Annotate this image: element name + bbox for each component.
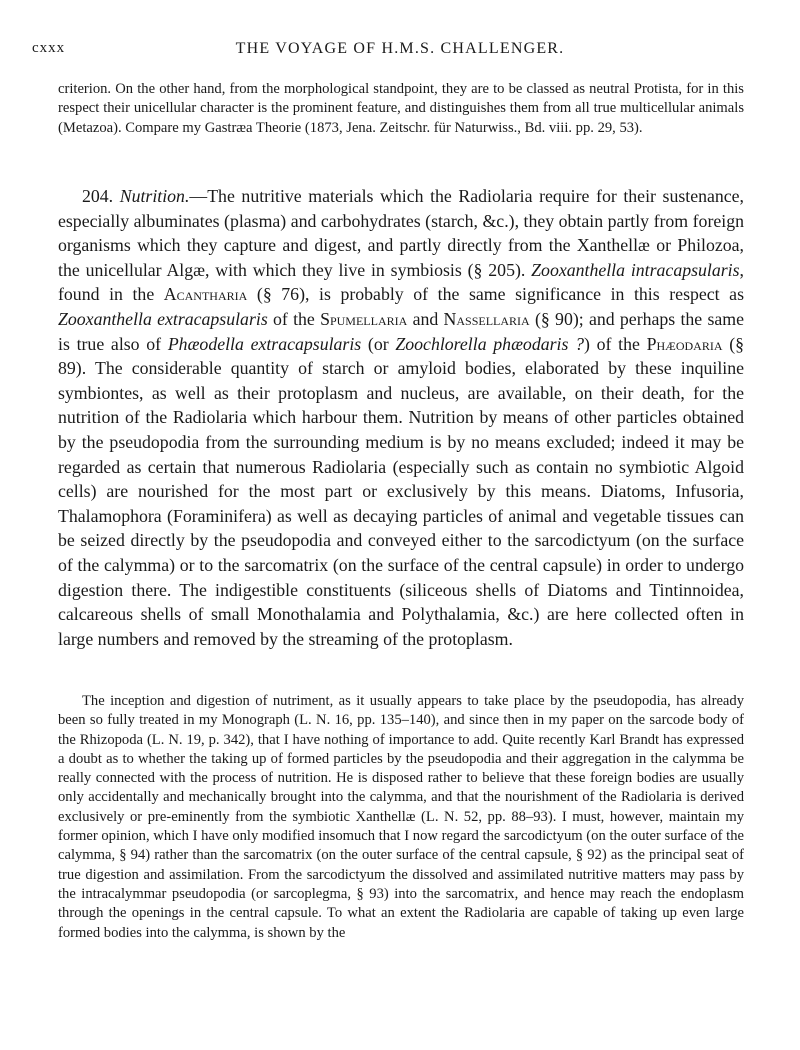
taxon-name: Nassellaria bbox=[443, 308, 530, 329]
species-name: Phæodella extracapsularis bbox=[167, 333, 362, 354]
section-204-paragraph: 204. Nutrition.—The nutritive materials which the Radiolaria require for their sustenance, especially albuminates (plasma) and carbohydrates (starch, &c.), they obtain partly from foreign organisms which they capture and digest, and partly directly from the Xanthellæ or Philozoa, the unicellular Algæ, with which they live in symbiosis (§ 205). Zooxanthella intracapsularis, found in the Acantharia (§ 76), is probably of the same significance in this respect as Zooxanthella extracapsularis of the Spumellaria and Nassellaria (§ 90); and perhaps the same is true also of Phæodella extracapsularis (or Zoochlorella phæodaris ?) of the Phæodaria (§ 89). The considerable quantity of starch or amyloid bodies, elaborated by these inquiline symbiontes, as well as their protoplasm and nucleus, are available, on their death, for the nutrition of the Radiolaria which harbour them. Nutrition by means of other particles obtained by the pseudopodia from the surrounding medium is by no means excluded; indeed it may be regarded as certain that numerous Radiolaria (especially such as contain no symbiotic Algoid cells) are nourished for the most part or exclusively by this means. Diatoms, Infusoria, Thalamophora (Foraminifera) as well as decaying particles of animal and vegetable tissues can be seized directly by the pseudopodia and conveyed either to the sarcodictyum (on the surface of the calymma) or to the sarcomatrix (on the surface of the central capsule) in order to undergo digestion there. The indigestible constituents (siliceous shells of Diatoms and Tintinnoidea, calcareous shells of small Monothalamia and Polythalamia, &c.) are here collected often in large numbers and removed by the streaming of the protoplasm. bbox=[58, 186, 745, 649]
section-title: Nutrition. bbox=[119, 186, 190, 206]
taxon-name: Spumellaria bbox=[320, 308, 408, 329]
body-text: of the bbox=[267, 308, 321, 329]
body-text: (§ 76), is probably of the same significance in this respect as bbox=[247, 284, 744, 305]
body-text: (§ 90); and perhaps the same is true also of bbox=[58, 308, 744, 354]
taxon-name: Acantharia bbox=[163, 284, 248, 305]
species-name: Zooxanthella extracapsularis bbox=[58, 308, 268, 329]
continued-footnote-paragraph: criterion. On the other hand, from the morphological standpoint, they are to be classed as neutral Protista, for in this respect their unicellular character is the prominent feature, and distinguishes them from all true multicellular animals (Metazoa). Compare my Gastræa Theorie (1873, Jena. Zeitschr. für Naturwiss., Bd. viii. pp. 29, 53). bbox=[58, 81, 744, 136]
running-header bbox=[32, 40, 768, 64]
body-text: and bbox=[407, 308, 444, 329]
section-number: 204. bbox=[82, 186, 114, 206]
body-text: ) of the bbox=[584, 333, 647, 354]
small-print-note-paragraph: The inception and digestion of nutriment, as it usually appears to take place by the pseudopodia, has already been so fully treated in my Monograph (L. N. 16, pp. 135–140), and since then in my paper on the sarcode body of the Rhizopoda (L. N. 19, p. 342), that I have nothing of importance to add. Quite recently Karl Brandt has expressed a doubt as to whether the taking up of formed particles by the pseudopodia and their aggregation in the calymma be really connected with the process of nutrition. He is disposed rather to believe that these foreign bodies are usually only accidentally and mechanically brought into the calymma, and that the nourishment of the Radiolaria is derived exclusively or pre-eminently from the symbiotic Xanthellæ (L. N. 52, pp. 88–93). I must, however, maintain my former opinion, which I have only modified insomuch that I now regard the sarcodictyum (on the outer surface of the calymma, § 94) rather than the sarcomatrix (on the outer surface of the central capsule, § 92) as the principal seat of true digestion and assimilation. From the sarcodictyum the dissolved and assimilated nutritive matters may pass by the intracalymmar pseudopodia (or sarcoplegma, § 93) into the sarcomatrix, and hence may reach the endoplasm through the openings in the central capsule. To what an extent the Radiolaria are capable of taking up even large formed bodies into the calymma, is shown by the bbox=[58, 693, 744, 941]
body-text: , found in the bbox=[58, 259, 744, 305]
page-number: cxxx bbox=[32, 40, 66, 56]
body-text: (§ 89). The considerable quantity of starch or amyloid bodies, elaborated by these inquiline symbiontes, as well as their protoplasm and nucleus, are available, on their death, for the nutrition of the Radiolaria which harbour them. Nutrition by means of other particles obtained by the pseudopodia from the surrounding medium is by no means excluded; indeed it may be regarded as certain that numerous Radiolaria (especially such as contain no symbiotic Algoid cells) are nourished for the most part or exclusively by this means. Diatoms, Infusoria, Thalamophora (Foraminifera) as well as decaying particles of animal and vegetable tissues can be seized directly by the pseudopodia and conveyed either to the sarcodictyum (on the surface of the calymma) or to the sarcomatrix (on the surface of the central capsule) in order to undergo digestion there. The indigestible constituents (siliceous shells of Diatoms and Tintinnoidea, calcareous shells of small Monothalamia and Polythalamia, &c.) are here collected often in large numbers and removed by the streaming of the protoplasm. bbox=[58, 333, 745, 649]
body-text: The nutritive materials which the Radiolaria require for their sustenance, especially albuminates (plasma) and carbohydrates (starch, &c.), they obtain partly from foreign organisms which they capture and digest, and partly directly from the Xanthellæ or Philozoa, the unicellular Algæ, with which they live in symbiosis (§ 205). bbox=[58, 186, 745, 280]
taxon-name: Phæodaria bbox=[646, 333, 723, 354]
running-title: THE VOYAGE OF H.M.S. CHALLENGER. bbox=[235, 40, 565, 57]
body-text: (or bbox=[361, 333, 396, 354]
species-name: Zoochlorella phæodaris ? bbox=[395, 333, 584, 354]
species-name: Zooxanthella intracapsularis bbox=[531, 259, 740, 280]
